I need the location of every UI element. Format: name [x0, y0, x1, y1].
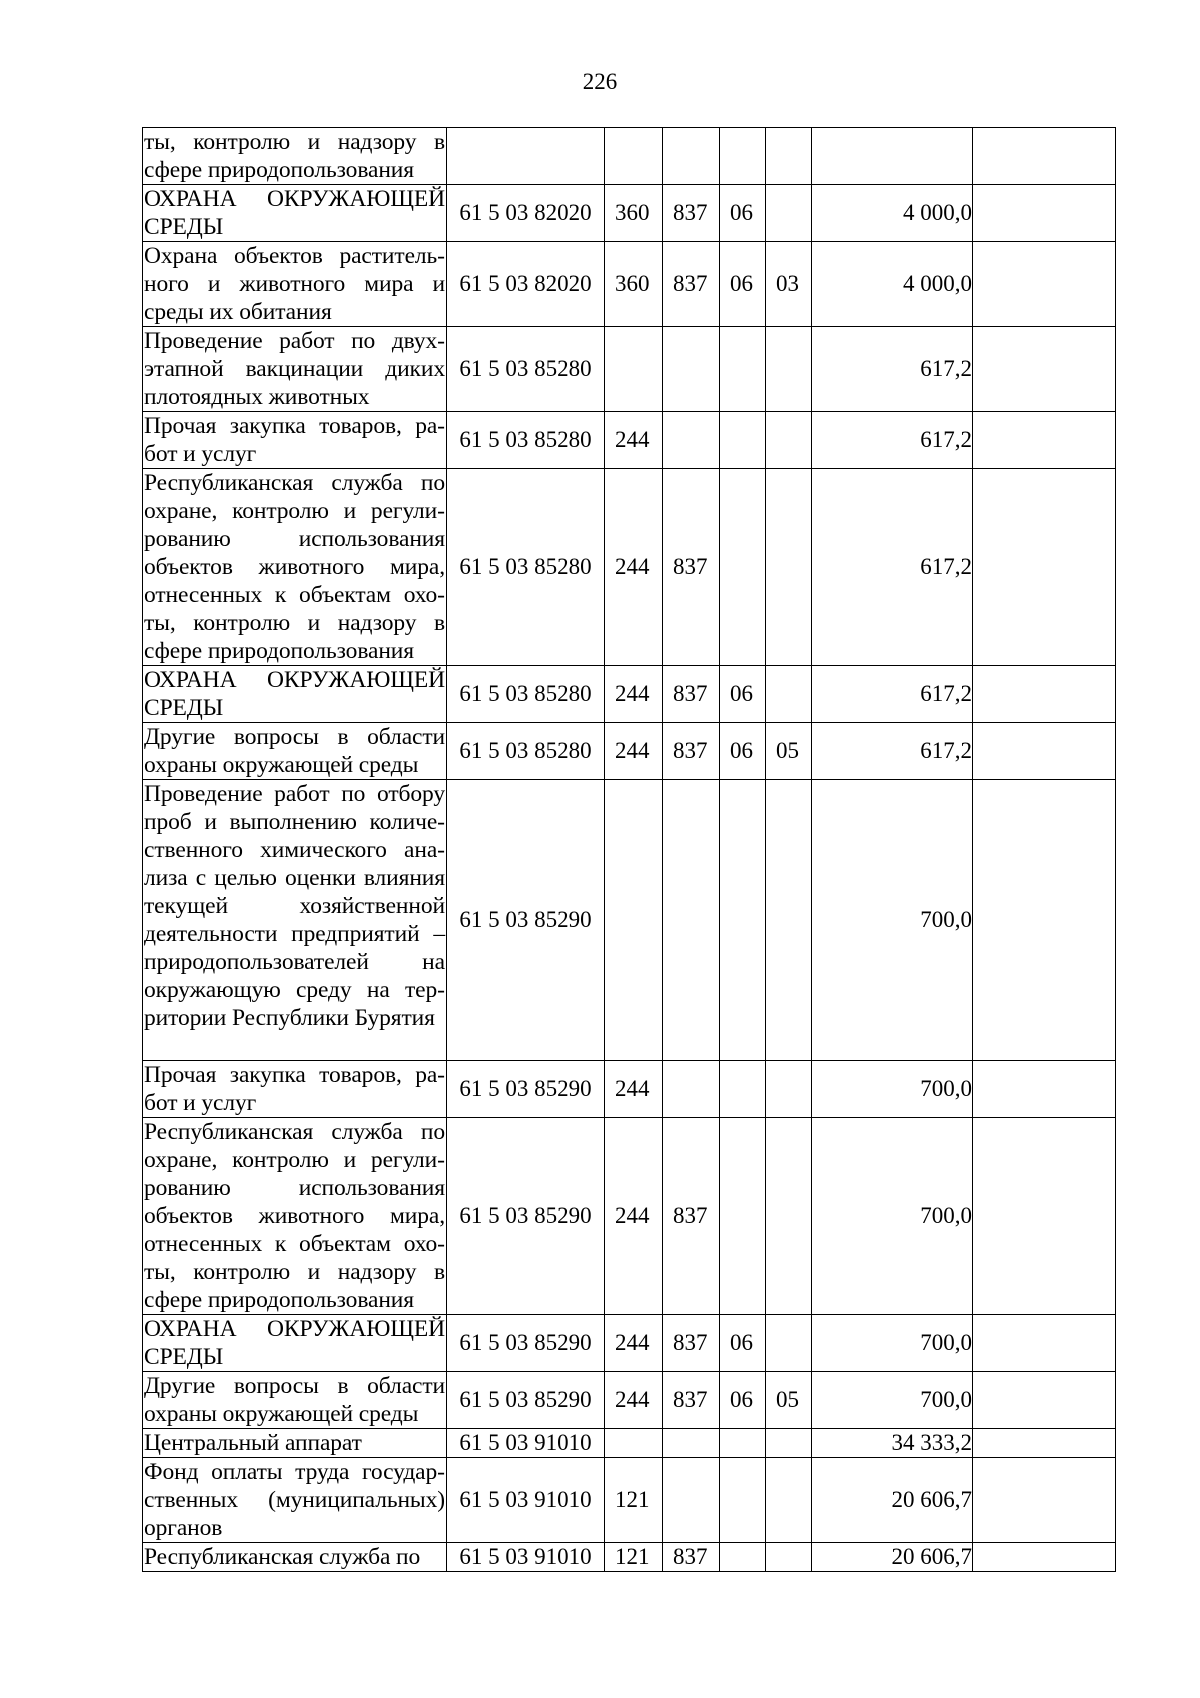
row-administrator [663, 412, 720, 469]
row-administrator: 837 [663, 1118, 720, 1315]
row-target-code: 61 5 03 85290 [447, 1372, 605, 1429]
row-empty-cell [973, 242, 1116, 327]
row-administrator [663, 1458, 720, 1543]
row-target-code: 61 5 03 91010 [447, 1429, 605, 1458]
row-target-code: 61 5 03 85280 [447, 469, 605, 666]
row-subsection [766, 185, 812, 242]
row-name: ОХРАНА ОКРУЖАЮЩЕЙ СРЕДЫ [144, 186, 445, 240]
row-amount: 4 000,0 [812, 242, 973, 327]
row-target-code: 61 5 03 85290 [447, 1061, 605, 1118]
row-subsection [766, 327, 812, 412]
row-section [720, 780, 766, 1061]
row-empty-cell [973, 1372, 1116, 1429]
row-target-code: 61 5 03 85290 [447, 1118, 605, 1315]
row-name: Республиканская служба по охране, контролю и регулированию использования объектов животного мира, отнесенных к объектам охоты, контролю и надзору в сфере природопользования [144, 470, 445, 664]
row-amount: 20 606,7 [812, 1458, 973, 1543]
row-empty-cell [973, 723, 1116, 780]
row-empty-cell [973, 1429, 1116, 1458]
page-number: 226 [582, 69, 618, 94]
row-expense-type: 244 [605, 469, 663, 666]
table-row [143, 1315, 1116, 1372]
row-administrator [663, 128, 720, 185]
row-name: Прочая закупка товаров, работ и услуг [144, 413, 445, 467]
row-expense-type: 244 [605, 1372, 663, 1429]
row-name: ОХРАНА ОКРУЖАЮЩЕЙ СРЕДЫ [144, 667, 445, 721]
row-amount: 700,0 [812, 1118, 973, 1315]
row-name: Фонд оплаты труда государственных (муниципальных) органов [144, 1459, 445, 1541]
row-amount: 617,2 [812, 723, 973, 780]
row-subsection: 05 [766, 1372, 812, 1429]
row-expense-type [605, 1429, 663, 1458]
row-administrator: 837 [663, 185, 720, 242]
row-subsection [766, 666, 812, 723]
row-expense-type: 244 [605, 1315, 663, 1372]
row-amount: 617,2 [812, 469, 973, 666]
row-subsection [766, 780, 812, 1061]
row-subsection: 05 [766, 723, 812, 780]
row-expense-type [605, 128, 663, 185]
row-expense-type: 121 [605, 1458, 663, 1543]
row-name: Другие вопросы в области охраны окружающей среды [144, 1373, 445, 1427]
row-target-code: 61 5 03 82020 [447, 185, 605, 242]
row-name: Другие вопросы в области охраны окружающей среды [144, 724, 445, 778]
row-section: 06 [720, 723, 766, 780]
row-empty-cell [973, 1315, 1116, 1372]
row-subsection [766, 1543, 812, 1572]
row-expense-type: 244 [605, 1061, 663, 1118]
row-target-code: 61 5 03 85280 [447, 666, 605, 723]
row-expense-type: 360 [605, 242, 663, 327]
row-administrator: 837 [663, 723, 720, 780]
row-expense-type: 244 [605, 666, 663, 723]
table-row [143, 185, 1116, 242]
table-row [143, 780, 1116, 1061]
row-empty-cell [973, 1118, 1116, 1315]
row-amount: 617,2 [812, 412, 973, 469]
table-row [143, 242, 1116, 327]
row-subsection [766, 412, 812, 469]
row-section [720, 412, 766, 469]
row-section [720, 327, 766, 412]
row-administrator: 837 [663, 1315, 720, 1372]
table-row [143, 1429, 1116, 1458]
row-expense-type: 121 [605, 1543, 663, 1572]
row-section: 06 [720, 242, 766, 327]
row-administrator [663, 780, 720, 1061]
row-subsection [766, 1118, 812, 1315]
row-administrator: 837 [663, 469, 720, 666]
row-section [720, 1061, 766, 1118]
budget-table [142, 127, 1116, 1572]
row-expense-type: 360 [605, 185, 663, 242]
row-name: ты, контролю и надзору в сфере природопользования [144, 129, 445, 183]
row-section [720, 469, 766, 666]
row-empty-cell [973, 1458, 1116, 1543]
row-empty-cell [973, 128, 1116, 185]
table-row [143, 1458, 1116, 1543]
row-target-code [447, 128, 605, 185]
row-name: Проведение работ по отбору проб и выполнению количественного химического анализа с целью оценки влияния текущей хозяйственной деятельности предприятий – природопользователей на окружающую среду на территории Республики Бурятия [143, 780, 447, 1061]
row-target-code: 61 5 03 91010 [447, 1458, 605, 1543]
row-amount: 700,0 [812, 1372, 973, 1429]
row-empty-cell [973, 469, 1116, 666]
table-row [143, 469, 1116, 666]
row-subsection [766, 128, 812, 185]
row-expense-type [605, 780, 663, 1061]
row-name: Прочая закупка товаров, работ и услуг [144, 1062, 445, 1116]
row-amount: 617,2 [812, 327, 973, 412]
row-empty-cell [973, 780, 1116, 1061]
row-empty-cell [973, 185, 1116, 242]
row-expense-type [605, 327, 663, 412]
row-administrator [663, 1061, 720, 1118]
row-section: 06 [720, 185, 766, 242]
row-name: Охрана объектов растительного и животного мира и среды их обитания [144, 243, 445, 325]
table-row [143, 128, 1116, 185]
row-amount: 4 000,0 [812, 185, 973, 242]
row-subsection [766, 1315, 812, 1372]
row-name: Центральный аппарат [143, 1429, 447, 1458]
row-empty-cell [973, 412, 1116, 469]
row-section: 06 [720, 1372, 766, 1429]
row-target-code: 61 5 03 91010 [447, 1543, 605, 1572]
row-name: Республиканская служба по [143, 1543, 447, 1572]
row-administrator [663, 327, 720, 412]
row-amount [812, 128, 973, 185]
row-empty-cell [973, 666, 1116, 723]
row-target-code: 61 5 03 82020 [447, 242, 605, 327]
table-row [143, 327, 1116, 412]
row-subsection [766, 1061, 812, 1118]
row-expense-type: 244 [605, 723, 663, 780]
row-amount: 700,0 [812, 1061, 973, 1118]
row-empty-cell [973, 1061, 1116, 1118]
row-subsection [766, 1429, 812, 1458]
row-target-code: 61 5 03 85290 [447, 1315, 605, 1372]
row-amount: 617,2 [812, 666, 973, 723]
table-row [143, 723, 1116, 780]
table-row [143, 666, 1116, 723]
row-subsection [766, 1458, 812, 1543]
table-row [143, 1543, 1116, 1572]
row-section [720, 1429, 766, 1458]
row-expense-type: 244 [605, 412, 663, 469]
row-empty-cell [973, 1543, 1116, 1572]
table-row [143, 1372, 1116, 1429]
row-administrator: 837 [663, 1372, 720, 1429]
table-row [143, 412, 1116, 469]
row-section [720, 1543, 766, 1572]
row-section [720, 1458, 766, 1543]
row-expense-type: 244 [605, 1118, 663, 1315]
row-amount: 700,0 [812, 780, 973, 1061]
row-target-code: 61 5 03 85280 [447, 327, 605, 412]
row-section [720, 1118, 766, 1315]
table-row [143, 1118, 1116, 1315]
row-administrator: 837 [663, 666, 720, 723]
row-amount: 34 333,2 [812, 1429, 973, 1458]
row-section: 06 [720, 666, 766, 723]
row-subsection [766, 469, 812, 666]
row-section [720, 128, 766, 185]
row-section: 06 [720, 1315, 766, 1372]
row-name: ОХРАНА ОКРУЖАЮЩЕЙ СРЕДЫ [144, 1316, 445, 1370]
row-amount: 20 606,7 [812, 1543, 973, 1572]
row-target-code: 61 5 03 85280 [447, 723, 605, 780]
row-name: Республиканская служба по охране, контролю и регулированию использования объектов животного мира, отнесенных к объектам охоты, контролю и надзору в сфере природопользования [144, 1119, 445, 1313]
row-administrator: 837 [663, 1543, 720, 1572]
row-name: Проведение работ по двухэтапной вакцинации диких плотоядных животных [144, 328, 445, 410]
table-row [143, 1061, 1116, 1118]
row-empty-cell [973, 327, 1116, 412]
row-administrator: 837 [663, 242, 720, 327]
row-administrator [663, 1429, 720, 1458]
row-amount: 700,0 [812, 1315, 973, 1372]
row-target-code: 61 5 03 85280 [447, 412, 605, 469]
row-target-code: 61 5 03 85290 [447, 780, 605, 1061]
table-body [143, 128, 1116, 1572]
row-subsection: 03 [766, 242, 812, 327]
